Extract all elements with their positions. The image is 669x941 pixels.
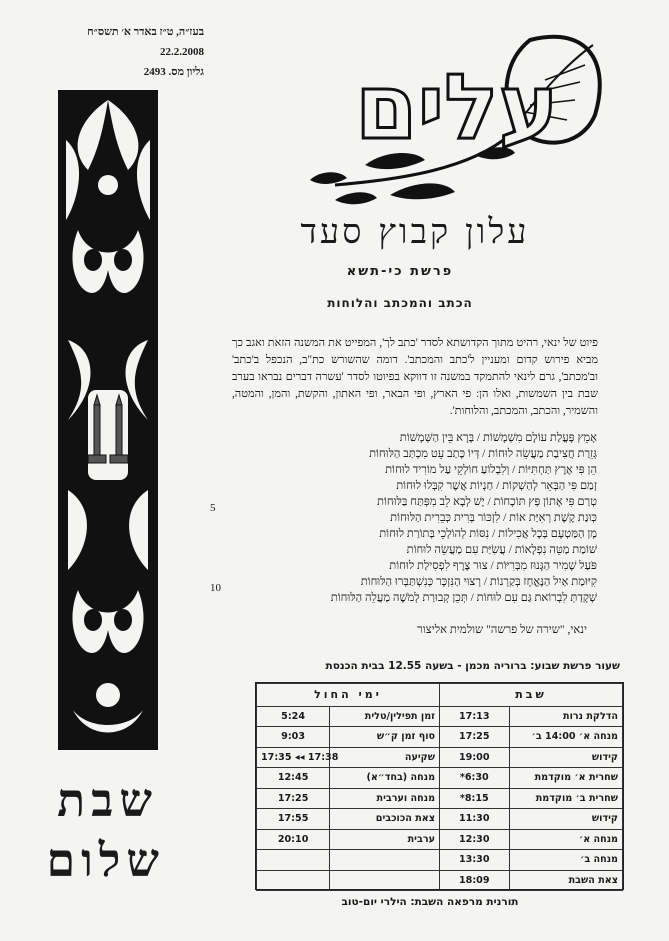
shabbat-label: מנחה ב׳ bbox=[509, 850, 622, 871]
weekday-label: מנחה (בחד״א) bbox=[330, 768, 440, 789]
greeting-word-shabbat: שבת bbox=[57, 773, 158, 827]
table-row bbox=[257, 788, 623, 809]
poem-line: טְרַם פִּי אָתוֹן פְּץ תּוֹכָחוֹת / יֶשׁ לְבָא לֵב מִפְּתַּח בַּלּוּחוֹת bbox=[377, 496, 597, 508]
leaf-logo-icon bbox=[275, 20, 615, 210]
shabbat-time: 11:30 bbox=[440, 809, 510, 830]
shabbat-label: קידוש bbox=[509, 747, 622, 768]
table-row bbox=[257, 809, 623, 830]
shabbat-time: 19:00 bbox=[440, 747, 510, 768]
table-row bbox=[257, 747, 623, 768]
shabbat-shalom-greeting bbox=[46, 770, 165, 890]
weekday-label: מנחה וערבית bbox=[330, 788, 440, 809]
weekday-label: סוף זמן ק״ש bbox=[330, 727, 440, 748]
table-row bbox=[257, 706, 623, 727]
weekday-time bbox=[257, 850, 330, 871]
article-headline: הכתב והמכתב והלוחות bbox=[327, 296, 473, 310]
shabbat-label: שחרית א׳ מוקדמת bbox=[509, 768, 622, 789]
shabbat-time: 17:25 bbox=[440, 727, 510, 748]
prayer-schedule-table bbox=[255, 682, 624, 890]
shabbat-time: 17:13 bbox=[440, 706, 510, 727]
line-number-5: 5 bbox=[210, 502, 216, 514]
weekday-label bbox=[330, 850, 440, 871]
shabbat-time: 12:30 bbox=[440, 829, 510, 850]
weekday-time: 5:24 bbox=[257, 706, 330, 727]
shabbat-label: מנחה א׳ 14:00 ב׳ bbox=[509, 727, 622, 748]
weekday-label bbox=[330, 870, 440, 891]
header-weekdays: ימי החול bbox=[257, 684, 440, 707]
poem-line: שׁוֹמַת מַטֵּה נִפְלָאוֹת / עֲשִׂיַּת עִם מַעֲשֵׂה לוּחוֹת bbox=[406, 544, 597, 556]
masthead-title: עלים bbox=[355, 55, 559, 160]
ornamental-border bbox=[58, 90, 158, 750]
shabbat-time: 13:30 bbox=[440, 850, 510, 871]
poem bbox=[210, 430, 597, 606]
poem-line: זְמַם פִּי הַבְּאֵר לְהַשְׁקוֹת / חַנְיוֹת אֲשֶׁר קִבְּלוּ לוּחוֹת bbox=[396, 480, 597, 492]
shabbat-time: *6:30 bbox=[440, 768, 510, 789]
poem-credit: ינאי, "שירה של פרשה" שולמית אליצור bbox=[417, 624, 587, 636]
masthead-logo bbox=[275, 20, 615, 210]
poem-line: קִיּוּמַת אַיִל הַנֶּאֱחָז בְּקַרְנוֹת / רְצוּי הַנִּזְכָּר כְּנִשְׁתַּבְּרוּ הַלּוּחוֹת bbox=[360, 576, 597, 588]
weekday-label: זמן תפילין/טלית bbox=[330, 706, 440, 727]
issue-number: גליון מס. 2493 bbox=[143, 66, 204, 78]
weekday-time bbox=[257, 870, 330, 891]
gregorian-date: 22.2.2008 bbox=[160, 46, 204, 58]
shabbat-label: הדלקת נרות bbox=[509, 706, 622, 727]
header-shabbat: שבת bbox=[440, 684, 623, 707]
poem-line: אָמֵץ פָּעֳלַת עוֹלָם מִשְׁמָשׁוֹת / בָּרָא בֵּין הַשְּׁמָשׁוֹת bbox=[399, 432, 597, 444]
masthead-subtitle: עלון קבוץ סעד bbox=[300, 212, 530, 252]
weekday-time: 17:35 ◂◂ 17:38 bbox=[257, 747, 330, 768]
shabbat-label: קידוש bbox=[509, 809, 622, 830]
poem-line: פֹּעַל שָׁמִיר הַגָּנוּז מִבְּרִיּוֹת / צוּר צֶרֶף לִפְסִילַת לוּחוֹת bbox=[389, 560, 597, 572]
hebrew-date: בעז״ה, ט״ז באדר א׳ תשס״ח bbox=[87, 26, 204, 38]
weekday-time: 9:03 bbox=[257, 727, 330, 748]
poem-line: שְׁקָדַתְּ לִבְרוֹאת גַּם עִם לוּחוֹת / תְּכֵן קְבוּרַת לְמֹשֶׁה מַעֲלֵה הַלּוּחוֹת bbox=[330, 592, 597, 604]
greeting-word-shalom: שלום bbox=[46, 833, 165, 887]
table-row bbox=[257, 768, 623, 789]
table-row bbox=[257, 850, 623, 871]
table-row bbox=[257, 727, 623, 748]
poem-line: מָן הַמַּטְעָם בְּכָל אֲכִילוֹת / נִסּוֹת לְהוֹלְכֵי בְּתוֹרַת לוּחוֹת bbox=[379, 528, 597, 540]
shabbat-time: 18:09 bbox=[440, 870, 510, 891]
weekday-time: 20:10 bbox=[257, 829, 330, 850]
shabbat-label: שחרית ב׳ מוקדמת bbox=[509, 788, 622, 809]
article-intro: פיוט של ינאי, רהיט מתוך הקדושתא לסדר 'כתב לך', המפייט את המשנה הזאת ואגב כך מביא פירוש קדום ומעניין ל'כתב והמכתב'. דומה שהשורש כת"ב, הנכפל ב'כתב' וב'מכתב', גרם לינאי להתמקד במשנה זו דווקא בפיוטו לסדר 'עשרה דברים נבראו בערב שבת בין השמשות, ואלו הן: פי הארץ, ופי הבאר, ופי האתון, והקשת, והמן, והמטה, והשמיר, והכתב, והמכתב, והלוחות'. bbox=[232, 337, 598, 417]
weekday-time: 17:25 bbox=[257, 788, 330, 809]
weekday-time: 17:55 bbox=[257, 809, 330, 830]
table-row bbox=[257, 870, 623, 891]
clinic-duty-notice: תורנית מרפאה השבת: הילרי יום-טוב bbox=[341, 896, 519, 908]
weekday-time: 12:45 bbox=[257, 768, 330, 789]
weekly-lesson-notice: שעור פרשת שבוע: ברוריה מכמן - בשעה 12.55 בבית הכנסת bbox=[325, 660, 620, 672]
poem-line: גְּזֵרַת חֲצִיבַת מַעֲשֵׂה לוּחוֹת / דְּיוֹ כָּתַב עֵט מִכְתַּב הַלּוּחוֹת bbox=[369, 448, 597, 460]
line-number-10: 10 bbox=[210, 582, 221, 594]
weekday-label: ערבית bbox=[330, 829, 440, 850]
shabbat-label: מנחה א׳ bbox=[509, 829, 622, 850]
parasha-title: פרשת כי-תשא bbox=[346, 264, 454, 279]
shabbat-time: *8:15 bbox=[440, 788, 510, 809]
poem-line: הֵן פִּי אֶרֶץ תַּחְתִּיּוֹת / וְלִבְלוֹעַ חוֹלְקֵי עַל מוֹרִיד לוּחוֹת bbox=[385, 464, 597, 476]
issue-meta bbox=[64, 22, 204, 82]
weekday-label: צאת הכוכבים bbox=[330, 809, 440, 830]
poem-line: כְּוּנַת קֶשֶׁת רְאִיַּת אוֹת / לִזְכּוֹר בְּרִית כְּבֵרִית הַלּוּחוֹת bbox=[390, 512, 597, 524]
weekday-label: שקיעה bbox=[330, 747, 440, 768]
shabbat-label: צאת השבת bbox=[509, 870, 622, 891]
table-row bbox=[257, 829, 623, 850]
